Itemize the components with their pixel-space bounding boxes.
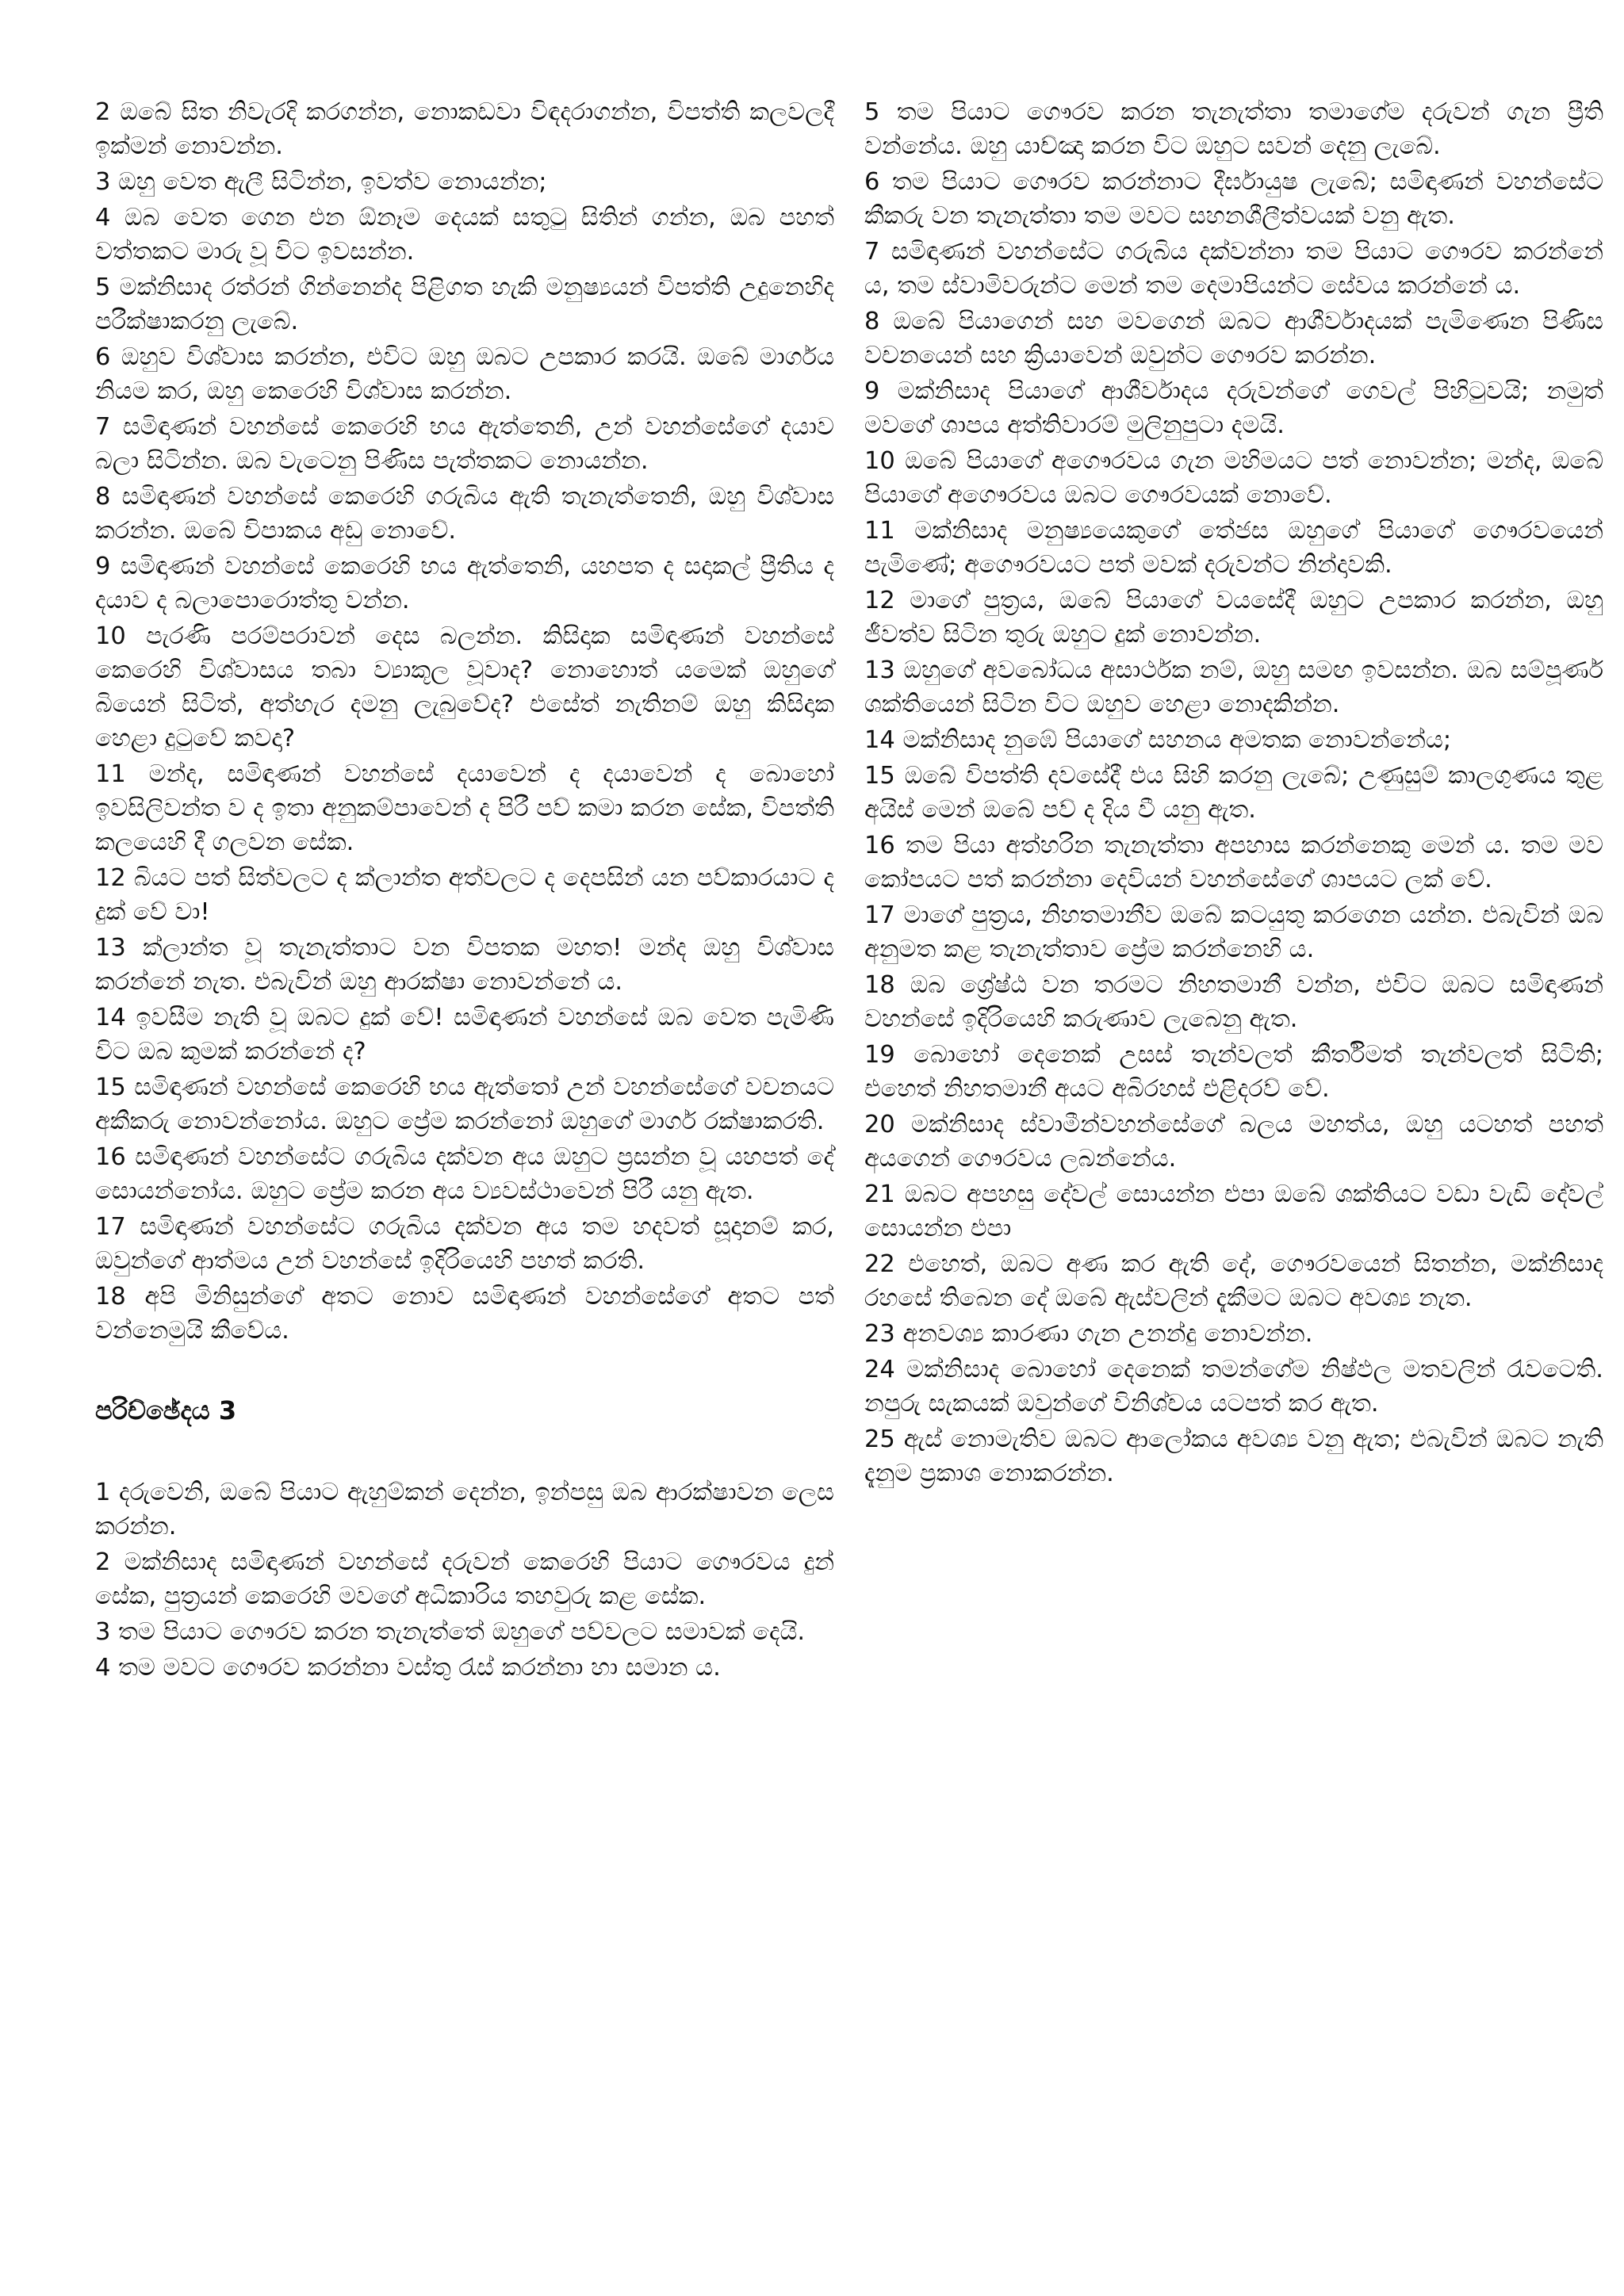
verse-paragraph: 4 ඔබ වෙත ගෙන එන ඕනෑම දෙයක් සතුටු සිතින් ගන්න, ඔබ පහත් වත්තකට මාරු වූ විට ඉවසන්න.	[95, 204, 834, 266]
verse-paragraph: 2 මක්නිසාද සමිඳාණන් වහන්සේ දරුවන් කෙරෙහි පියාට ගෞරවය දුන් සේක, පුත්‍රයන් කෙරෙහි මවගේ අධිකාරිය තහවුරු කළ සේක.	[95, 1548, 834, 1610]
verse-paragraph: 21 ඔබට අපහසු දේවල් සොයන්න එපා ඔබේ ශක්තියට වඩා වැඩි දේවල් සොයන්න එපා	[864, 1181, 1603, 1242]
verse-paragraph: 15 ඔබේ විපත්ති දවසේදී එය සිහි කරනු ලැබේ; උණුසුම් කාලගුණය තුළ අයිස් මෙන් ඔබේ පව් ද දිය වී යනු ඇත.	[864, 762, 1603, 824]
verse-paragraph: 4 තම මවට ගෞරව කරන්නා වස්තු රැස් කරන්නා හා සමාන ය.	[95, 1654, 721, 1682]
verse-paragraph: 8 ඔබේ පියාගෙන් සහ මවගෙන් ඔබට ආශීර්වාදයක් පැමිණෙන පිණිස වචනයෙන් සහ ක්‍රියාවෙන් ඔවුන්ට ගෞරව කරන්න.	[864, 308, 1603, 369]
verse-paragraph: 25 ඇස් නොමැතිව ඔබට ආලෝකය අවශ්‍ය වනු ඇත; එබැවින් ඔබට නැති දැනුම ප්‍රකාශ නොකරන්න.	[864, 1425, 1603, 1487]
verse-paragraph: 11 මක්නිසාද මනුෂ්‍යයෙකුගේ තේජස ඔහුගේ පියාගේ ගෞරවයෙන් පැමිණේ; අගෞරවයට පත් මවක් දරුවන්ට නින්දාවකි.	[864, 517, 1603, 579]
verse-paragraph: 22 එහෙත්, ඔබට අණ කර ඇති දේ, ගෞරවයෙන් සිතන්න, මක්නිසාද රහසේ තිබෙන දේ ඔබේ ඇස්වලින් දැකීමට ඔබට අවශ්‍ය නැත.	[864, 1250, 1603, 1312]
verse-paragraph: 5 තම පියාට ගෞරව කරන තැනැත්තා තමාගේම දරුවන් ගැන ප්‍රීති වන්නේය. ඔහු යාච්ඤා කරන විට ඔහුට සවන් දෙනු ලැබේ.	[864, 98, 1603, 160]
verse-paragraph: 18 ඔබ ශ්‍රේෂ්ඨ වන තරමට නිහතමානී වන්න, එවිට ඔබට සමිඳාණන් වහන්සේ ඉදිරියෙහි කරුණාව ලැබෙනු ඇත.	[864, 971, 1603, 1033]
verse-paragraph: 6 තම පියාට ගෞරව කරන්නාට දීර්ඝායුෂ ලැබේ; සමිඳාණන් වහන්සේට කීකරු වන තැනැත්තා තම මවට සහනශීලීත්වයක් වනු ඇත.	[864, 168, 1603, 230]
verse-paragraph: 19 බොහෝ දෙනෙක් උසස් තැන්වලත් කීර්තිමත් තැන්වලත් සිටිති; එහෙත් නිහතමානී අයට අබිරහස් එළිදරව් වේ.	[864, 1041, 1603, 1103]
chapter-heading: පරිච්ඡේදය 3	[95, 1395, 237, 1425]
verse-paragraph: 6 ඔහුව විශ්වාස කරන්න, එවිට ඔහු ඔබට උපකාර කරයි. ඔබේ මාර්ගය නියම කර, ඔහු කෙරෙහි විශ්වාස කරන්න.	[95, 343, 834, 405]
verse-paragraph: 23 අනවශ්‍ය කාරණා ගැන උනන්දු නොවන්න.	[864, 1320, 1313, 1348]
verse-paragraph: 5 මක්නිසාද රත්රන් ගින්නෙන්ද පිළිගත හැකි මනුෂ්‍යයන් විපත්ති උදුනෙහිද පරීක්ෂාකරනු ලැබේ.	[95, 274, 834, 335]
verse-paragraph: 10 පැරණි පරම්පරාවන් දෙස බලන්න. කිසිදාක සමිඳාණන් වහන්සේ කෙරෙහි විශ්වාසය තබා ව්‍යාකූල වූවාද? නොහොත් යමෙක් ඔහුගේ බියෙන් සිටිත්, අත්හැර දමනු ලැබුවේද? එසේත් නැතිනම් ඔහු කිසිදාක හෙළා දුටුවේ කවදා?	[95, 622, 834, 752]
verse-paragraph: 12 මාගේ පුත්‍රය, ඔබේ පියාගේ වයසේදී ඔහුට උපකාර කරන්න, ඔහු ජීවත්ව සිටින තුරු ඔහුට දුක් නොවන්න.	[864, 587, 1603, 649]
verse-paragraph: 14 මක්නිසාද නුඹේ පියාගේ සහනය අමතක නොවන්නේය;	[864, 726, 1452, 754]
verse-paragraph: 9 සමිඳාණන් වහන්සේ කෙරෙහි භය ඇත්තෙනි, යහපත ද සදාකල් ප්‍රීතිය ද දයාව ද බලාපොරොත්තු වන්න.	[95, 553, 834, 614]
verse-paragraph: 3 ඔහු වෙත ඇලී සිටින්න, ඉවත්ව නොයන්න;	[95, 168, 547, 196]
verse-paragraph: 12 බියට පත් සිත්වලට ද ක්ලාන්ත අත්වලට ද දෙපසින් යන පව්කාරයාට ද දුක් වේ වා!	[95, 864, 834, 926]
verse-paragraph: 13 ඔහුගේ අවබෝධය අසාර්ථක නම්, ඔහු සමඟ ඉවසන්න. ඔබ සම්පූර්ණ ශක්තියෙන් සිටින විට ඔහුව හෙළා නොදකින්න.	[864, 656, 1603, 718]
verse-paragraph: 7 සමිඳාණන් වහන්සේ කෙරෙහි භය ඇත්තෙනි, උන් වහන්සේගේ දයාව බලා සිටින්න. ඔබ වැටෙනු පිණිස පැත්තකට නොයන්න.	[95, 413, 834, 475]
verse-paragraph: 11 මන්ද, සමිඳාණන් වහන්සේ දයාවෙන් ද දයාවෙන් ද බොහෝ ඉවසිලිවන්ත ව ද ඉතා අනුකම්පාවෙන් ද පිරී පව් කමා කරන සේක, විපත්ති කලයෙහි දී ගලවන සේක.	[95, 760, 834, 856]
verse-paragraph: 13 ක්ලාන්ත වූ තැනැත්තාට වන විපතක මහත! මන්ද ඔහු විශ්වාස කරන්නේ නැත. එබැවින් ඔහු ආරක්ෂා නොවන්නේ ය.	[95, 934, 834, 996]
verse-paragraph: 3 තම පියාට ගෞරව කරන තැනැත්තේ ඔහුගේ පව්වලට සමාවක් දෙයි.	[95, 1618, 806, 1646]
verse-paragraph: 10 ඔබේ පියාගේ අගෞරවය ගැන මහිමයට පත් නොවන්න; මන්ද, ඔබේ පියාගේ අගෞරවය ඔබට ගෞරවයක් නොවේ.	[864, 447, 1603, 509]
verse-paragraph: 8 සමිඳාණන් වහන්සේ කෙරෙහි ගරුබිය ඇති තැනැත්තෙනි, ඔහු විශ්වාස කරන්න. ඔබේ විපාකය අඩු නොවේ.	[95, 483, 834, 545]
verse-paragraph: 1 දරුවෙනි, ඔබේ පියාට ඇහුම්කන් දෙන්න, ඉන්පසු ඔබ ආරක්ෂාවන ලෙස කරන්න.	[95, 1479, 834, 1540]
verse-paragraph: 9 මක්නිසාද පියාගේ ආශීර්වාදය දරුවන්ගේ ගෙවල් පිහිටුවයි; නමුත් මවගේ ශාපය අත්තිවාරම් මුලිනුපුටා දමයි.	[864, 377, 1603, 439]
left-column	[95, 95, 834, 1686]
verse-paragraph: 20 මක්නිසාද ස්වාමීන්වහන්සේගේ බලය මහත්ය, ඔහු යටහත් පහත් අයගෙන් ගෞරවය ලබන්නේය.	[864, 1111, 1603, 1173]
verse-paragraph: 17 මාගේ පුත්‍රය, නිහතමානීව ඔබේ කටයුතු කරගෙන යන්න. එබැවින් ඔබ අනුමත කළ තැනැත්තාව ප්‍රේම කරන්නෙහි ය.	[864, 901, 1603, 963]
verse-paragraph: 7 සමිඳාණන් වහන්සේට ගරුබිය දක්වන්නා තම පියාට ගෞරව කරන්නේ ය, තම ස්වාමිවරුන්ට මෙන් තම දෙමාපියන්ට සේවය කරන්නේ ය.	[864, 238, 1603, 300]
verse-paragraph: 15 සමිඳාණන් වහන්සේ කෙරෙහි භය ඇත්තෝ උන් වහන්සේගේ වචනයට අකීකරු නොවන්නෝය. ඔහුට ප්‍රේම කරන්නෝ ඔහුගේ මාර්ග රක්ෂාකරති.	[95, 1073, 834, 1135]
verse-paragraph: 16 සමිඳාණන් වහන්සේට ගරුබිය දක්වන අය ඔහුට ප්‍රසන්න වූ යහපත් දේ සොයන්නෝය. ඔහුට ප්‍රේම කරන අය ව්‍යවස්ථාවෙන් පිරී යනු ඇත.	[95, 1143, 834, 1205]
verse-paragraph: 16 තම පියා අත්හරින තැනැත්තා අපහාස කරන්නෙකු මෙන් ය. තම මව කෝපයට පත් කරන්නා දෙවියන් වහන්සේගේ ශාපයට ලක් වේ.	[864, 832, 1603, 894]
verse-paragraph: 24 මක්නිසාද බොහෝ දෙනෙක් තමන්ගේම නිෂ්ඵල මතවලින් රැවටෙති. නපුරු සැකයක් ඔවුන්ගේ විනිශ්චය යටපත් කර ඇත.	[864, 1356, 1603, 1418]
verse-paragraph: 17 සමිඳාණන් වහන්සේට ගරුබිය දක්වන අය තම හදවත් සූදානම් කර, ඔවුන්ගේ ආත්මය උන් වහන්සේ ඉදිරියෙහි පහත් කරති.	[95, 1213, 834, 1275]
verse-paragraph: 14 ඉවසීම නැති වූ ඔබට දුක් වේ! සමිඳාණන් වහන්සේ ඔබ වෙත පැමිණි විට ඔබ කුමක් කරන්නේ ද?	[95, 1004, 834, 1066]
verse-paragraph: 2 ඔබේ සිත නිවැරදි කරගන්න, නොකඩවා විඳදරාගන්න, විපත්ති කලවලදී ඉක්මන් නොවන්න.	[95, 98, 834, 160]
right-column	[864, 95, 1603, 1492]
verse-paragraph: 18 අපි මිනිසුන්ගේ අතට නොව සමිඳාණන් වහන්සේගේ අතට පත් වන්නෙමුයි කීවේය.	[95, 1283, 834, 1345]
